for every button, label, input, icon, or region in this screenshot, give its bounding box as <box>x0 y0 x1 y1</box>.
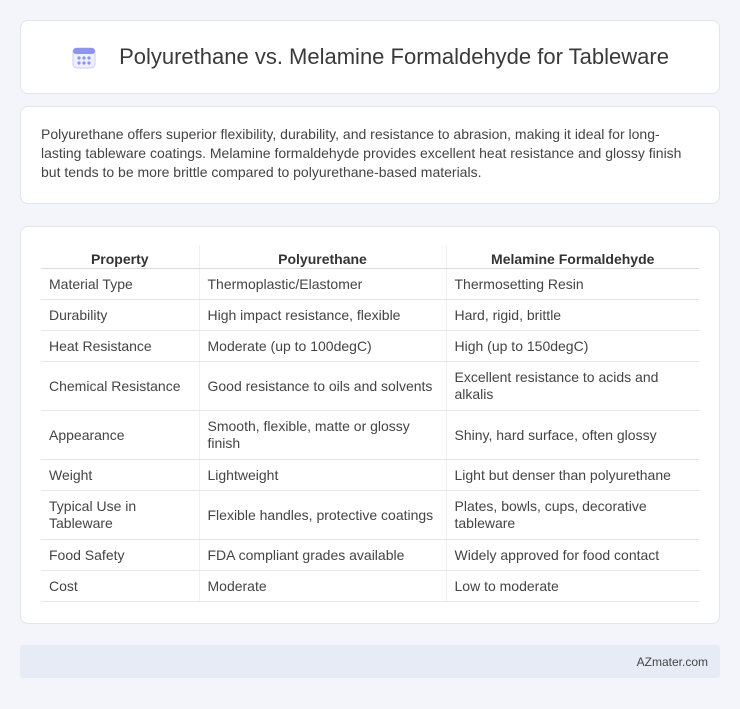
summary-text: Polyurethane offers superior flexibility, durability, and resistance to abrasion, making it ideal for long-lasting tableware coatings. Melamine formaldehyde provides excellent heat resistance and glossy finish but tends to be more brittle compared to polyurethane-based materials. <box>41 126 682 180</box>
table-cell: Cost <box>41 571 199 602</box>
table-cell: Appearance <box>41 411 199 460</box>
table-row <box>41 571 699 602</box>
table-cell: Food Safety <box>41 540 199 571</box>
table-cell: High (up to 150degC) <box>446 331 699 362</box>
table-row <box>41 362 699 411</box>
table-cell: Lightweight <box>199 460 446 491</box>
table-cell: Hard, rigid, brittle <box>446 300 699 331</box>
table-header-row <box>41 245 699 269</box>
table-row <box>41 331 699 362</box>
table-row <box>41 269 699 300</box>
table-cell: Flexible handles, protective coatings <box>199 491 446 540</box>
table-row <box>41 411 699 460</box>
table-cell: Shiny, hard surface, often glossy <box>446 411 699 460</box>
table-cell: Weight <box>41 460 199 491</box>
table-cell: High impact resistance, flexible <box>199 300 446 331</box>
table-row <box>41 300 699 331</box>
table-cell: Low to moderate <box>446 571 699 602</box>
table-cell: Heat Resistance <box>41 331 199 362</box>
footer-bar <box>20 645 720 678</box>
table-cell: Moderate <box>199 571 446 602</box>
table-cell: Durability <box>41 300 199 331</box>
table-cell: Moderate (up to 100degC) <box>199 331 446 362</box>
table-cell: Chemical Resistance <box>41 362 199 411</box>
table-cell: Material Type <box>41 269 199 300</box>
title-card <box>20 20 720 94</box>
column-header-melamine: Melamine Formaldehyde <box>446 245 699 269</box>
page-title: Polyurethane vs. Melamine Formaldehyde for Tableware <box>119 44 669 69</box>
table-cell: Good resistance to oils and solvents <box>199 362 446 411</box>
summary-card <box>20 106 720 204</box>
table-cell: Typical Use in Tableware <box>41 491 199 540</box>
table-cell: Thermoplastic/Elastomer <box>199 269 446 300</box>
table-row <box>41 491 699 540</box>
footer-brand-link[interactable]: AZmater.com <box>636 654 708 669</box>
table-cell: FDA compliant grades available <box>199 540 446 571</box>
comparison-table <box>41 245 699 602</box>
comparison-table-card <box>20 226 720 624</box>
table-cell: Widely approved for food contact <box>446 540 699 571</box>
table-row <box>41 460 699 491</box>
calendar-icon <box>71 44 97 70</box>
table-cell: Plates, bowls, cups, decorative tableware <box>446 491 699 540</box>
table-cell: Light but denser than polyurethane <box>446 460 699 491</box>
table-cell: Thermosetting Resin <box>446 269 699 300</box>
column-header-property: Property <box>41 245 199 269</box>
table-cell: Smooth, flexible, matte or glossy finish <box>199 411 446 460</box>
table-cell: Excellent resistance to acids and alkalis <box>446 362 699 411</box>
table-row <box>41 540 699 571</box>
column-header-polyurethane: Polyurethane <box>199 245 446 269</box>
